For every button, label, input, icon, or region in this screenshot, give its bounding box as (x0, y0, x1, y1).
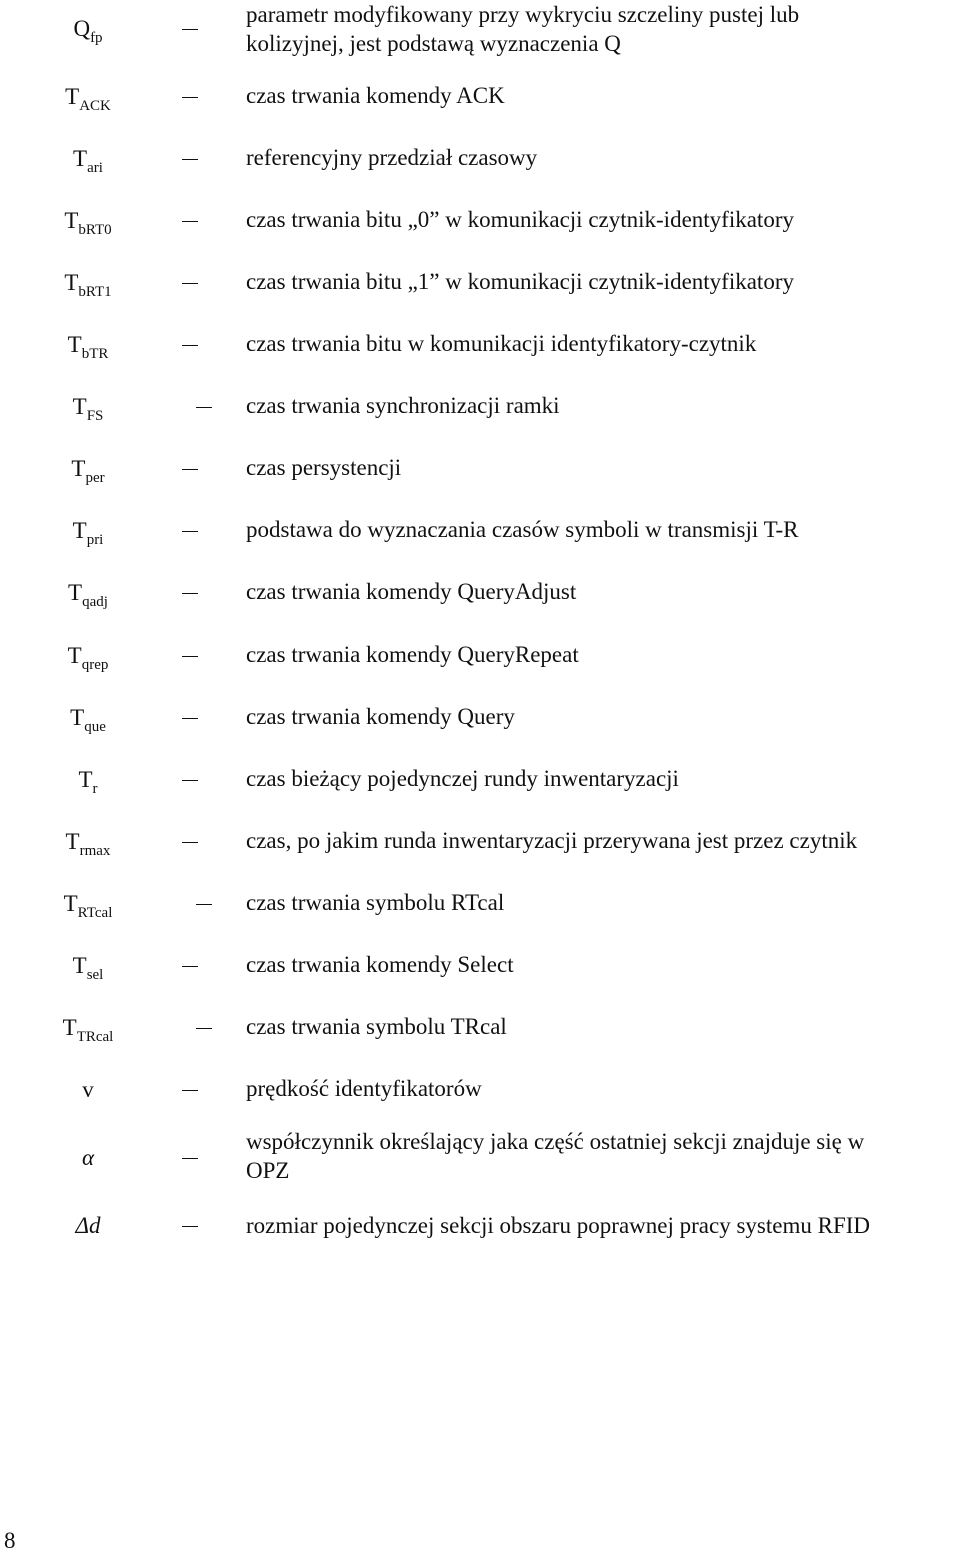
symbol-base: α (81, 1145, 95, 1170)
definition-text (246, 1012, 507, 1041)
definition-line: czas trwania komendy Select (246, 952, 514, 977)
definition-line: prędkość identyfikatorów (246, 1076, 482, 1101)
definition-line: OPZ (246, 1158, 290, 1183)
symbol-subscript: bRT1 (78, 284, 112, 300)
symbol (0, 146, 176, 176)
dash-separator (182, 966, 198, 967)
symbol-base: T (70, 705, 85, 730)
definition-line: czas trwania bitu „0” w komunikacji czytnik-identyfikatory (246, 207, 794, 232)
symbol-base: T (67, 643, 82, 668)
symbol-base: T (67, 332, 82, 357)
definition-line: czas bieżący pojedynczej rundy inwentaryzacji (246, 766, 679, 791)
definition-text (246, 577, 576, 606)
definition-line: rozmiar pojedynczej sekcji obszaru poprawnej pracy systemu RFID (246, 1213, 870, 1238)
symbol-base: T (64, 208, 79, 233)
symbol (0, 705, 176, 735)
dash-separator (182, 1226, 198, 1227)
symbol (0, 1077, 176, 1103)
symbol-subscript: qrep (81, 657, 109, 673)
definition-line: czas persystencji (246, 455, 402, 480)
dash-separator (182, 97, 198, 98)
symbol (0, 643, 176, 673)
definition-line: parametr modyfikowany przy wykryciu szczeliny pustej lub (246, 2, 800, 27)
dash-separator (182, 531, 198, 532)
symbol-subscript: per (85, 470, 105, 486)
symbol-base: T (72, 518, 87, 543)
definition-text (246, 391, 560, 420)
definition-text (246, 205, 794, 234)
definition-line: czas trwania komendy QueryRepeat (246, 642, 579, 667)
definition-line: kolizyjnej, jest podstawą wyznaczenia Q (246, 31, 621, 56)
dash-separator (182, 1158, 198, 1159)
dash-separator (196, 1028, 212, 1029)
definition-line: referencyjny przedział czasowy (246, 145, 538, 170)
symbol-subscript: sel (86, 967, 104, 983)
dash-separator (196, 904, 212, 905)
symbol (0, 891, 176, 921)
dash-separator (182, 469, 198, 470)
symbol-base: T (63, 891, 78, 916)
symbol-subscript: que (84, 719, 106, 735)
definition-text (246, 81, 505, 110)
symbol-base: T (78, 767, 93, 792)
symbol-subscript: bRT0 (78, 222, 112, 238)
symbol-base: T (68, 580, 83, 605)
dash-separator (182, 718, 198, 719)
symbol-subscript: fp (90, 30, 103, 46)
definition-line: czas trwania komendy ACK (246, 83, 505, 108)
definition-line: czas trwania komendy Query (246, 704, 515, 729)
definition-text (246, 950, 514, 979)
definition-text (246, 143, 537, 172)
symbol-base: T (62, 1015, 77, 1040)
symbol-base: T (73, 146, 88, 171)
symbol-subscript: qadj (82, 594, 108, 610)
symbol-base: Δd (75, 1213, 101, 1238)
symbol-subscript: pri (86, 532, 104, 548)
symbol (0, 953, 176, 983)
symbol-base: T (65, 84, 80, 109)
symbol (0, 456, 176, 486)
definition-line: współczynnik określający jaka część ostatniej sekcji znajduje się w (246, 1129, 865, 1154)
symbol (0, 829, 176, 859)
symbol (0, 1145, 176, 1171)
dash-separator (182, 29, 198, 30)
definition-line: podstawa do wyznaczania czasów symboli w transmisji T-R (246, 517, 799, 542)
symbol (0, 518, 176, 548)
symbol-subscript: ACK (79, 98, 111, 114)
symbol-base: v (82, 1077, 94, 1102)
definition-line: czas trwania symbolu RTcal (246, 890, 505, 915)
dash-separator (182, 593, 198, 594)
definition-text (246, 329, 756, 358)
symbol (0, 394, 176, 424)
definition-line: czas, po jakim runda inwentaryzacji przerywana jest przez czytnik (246, 828, 858, 853)
symbol-base: T (65, 829, 80, 854)
symbol (0, 270, 176, 300)
symbol-subscript: TRcal (76, 1029, 114, 1045)
definition-text (246, 826, 857, 855)
symbol-base: T (71, 456, 86, 481)
dash-separator (182, 780, 198, 781)
dash-separator (182, 842, 198, 843)
definition-line: czas trwania komendy QueryAdjust (246, 579, 577, 604)
definition-line: czas trwania symbolu TRcal (246, 1014, 507, 1039)
dash-separator (182, 159, 198, 160)
definition-text (246, 888, 504, 917)
definition-text (246, 640, 579, 669)
dash-separator (196, 407, 212, 408)
dash-separator (182, 345, 198, 346)
definition-text (246, 267, 794, 296)
symbol-base: T (64, 270, 79, 295)
symbol-subscript: RTcal (77, 905, 113, 921)
definition-text (246, 1074, 482, 1103)
symbol (0, 332, 176, 362)
definition-text (246, 0, 799, 58)
definition-line: czas trwania bitu „1” w komunikacji czytnik-identyfikatory (246, 269, 794, 294)
dash-separator (182, 283, 198, 284)
symbol (0, 208, 176, 238)
symbol (0, 84, 176, 114)
symbol (0, 580, 176, 610)
symbol-subscript: ari (87, 160, 103, 176)
symbol-base: T (72, 394, 87, 419)
symbol-subscript: rmax (79, 843, 111, 859)
symbol-subscript: FS (86, 408, 104, 424)
symbol-base: T (72, 953, 87, 978)
definition-text (246, 515, 799, 544)
definition-text (246, 1211, 870, 1240)
definition-text (246, 702, 515, 731)
dash-separator (182, 1090, 198, 1091)
symbol-subscript: r (92, 781, 98, 797)
dash-separator (182, 656, 198, 657)
definition-line: czas trwania bitu w komunikacji identyfikatory-czytnik (246, 331, 757, 356)
definition-text (246, 453, 401, 482)
symbol (0, 16, 176, 46)
symbol-base: Q (73, 16, 91, 41)
page-number: 8 (4, 1528, 16, 1553)
symbol (0, 1015, 176, 1045)
symbol-subscript: bTR (81, 346, 109, 362)
definition-text (246, 764, 679, 793)
symbol (0, 767, 176, 797)
definition-line: czas trwania synchronizacji ramki (246, 393, 560, 418)
symbol (0, 1213, 176, 1239)
definition-text (246, 1127, 864, 1185)
dash-separator (182, 221, 198, 222)
